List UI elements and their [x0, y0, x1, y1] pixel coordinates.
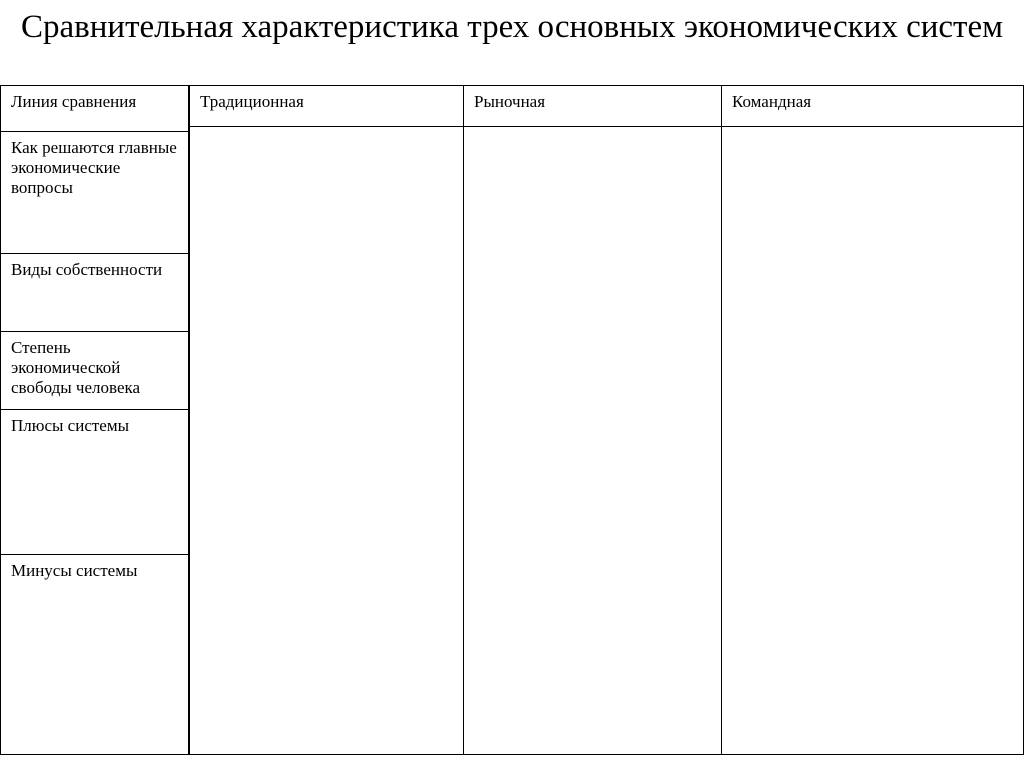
column-header-market: Рыночная — [464, 86, 722, 127]
cell-market-body[interactable] — [464, 127, 722, 754]
cell-command-body[interactable] — [722, 127, 1023, 754]
row-label-economic-freedom: Степень экономической свободы человека — [1, 332, 188, 410]
column-market — [463, 86, 722, 754]
column-traditional — [189, 86, 464, 754]
comparison-grid — [189, 85, 1024, 755]
row-label-main-questions: Как решаются главные экономические вопросы — [1, 132, 188, 254]
row-label-cons: Минусы системы — [11, 561, 138, 580]
page-title: Сравнительная характеристика трех основных экономических систем — [21, 9, 1003, 45]
column-header-traditional: Традиционная — [190, 86, 464, 127]
column-header-command: Командная — [722, 86, 1023, 127]
row-label-pros: Плюсы системы — [1, 410, 188, 555]
row-label-property-types: Виды собственности — [1, 254, 188, 332]
cell-traditional-body[interactable] — [190, 127, 464, 754]
header-cell-comparison-line: Линия сравнения — [1, 86, 188, 132]
comparison-lines-column — [0, 85, 189, 755]
column-command — [721, 86, 1023, 754]
